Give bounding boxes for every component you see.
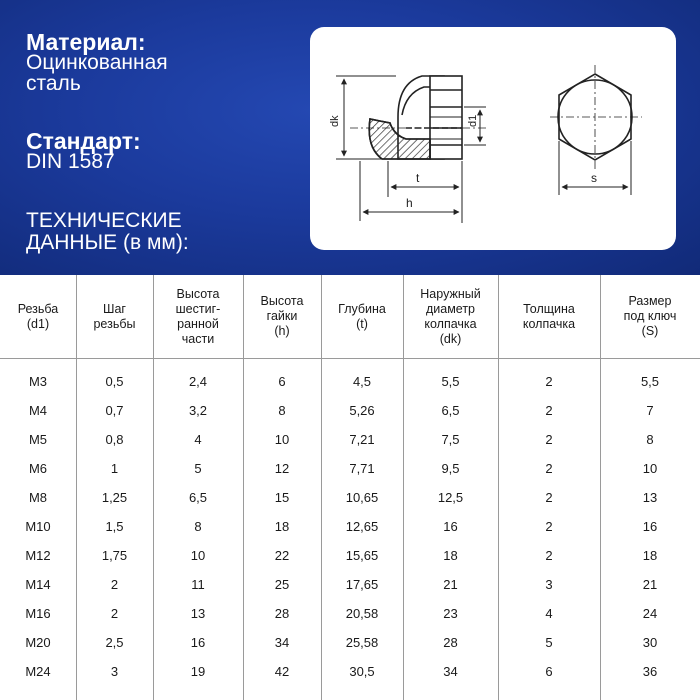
table-cell: 24 xyxy=(642,606,658,621)
header-divider xyxy=(0,358,700,359)
table-cell: 36 xyxy=(642,664,658,679)
table-cell: 4 xyxy=(545,606,553,621)
table-cell: 11 xyxy=(191,577,205,592)
table-cell: 2 xyxy=(545,432,553,447)
table-cell: 7 xyxy=(646,403,654,418)
table-cell: 22 xyxy=(274,548,290,563)
table-cell: 10,65 xyxy=(345,490,379,505)
technical-drawing xyxy=(310,27,676,250)
table-cell: 8 xyxy=(278,403,286,418)
table-cell: 34 xyxy=(274,635,290,650)
table-cell: M24 xyxy=(25,664,51,679)
table-cell: 2 xyxy=(545,490,553,505)
table-cell: 20,58 xyxy=(345,606,379,621)
spec-table xyxy=(0,275,700,700)
table-cell: 7,71 xyxy=(349,461,375,476)
header-wrench-size: Размер под ключ (S) xyxy=(623,294,677,338)
table-cell: 34 xyxy=(443,664,458,679)
table-cell: 0,5 xyxy=(105,374,124,389)
table-cell: 18 xyxy=(443,548,458,563)
table-cell: 6 xyxy=(278,374,286,389)
table-cell: 3,2 xyxy=(188,403,208,418)
table-cell: 2 xyxy=(545,548,553,563)
table-cell: M8 xyxy=(28,490,48,505)
table-cell: 4,5 xyxy=(352,374,372,389)
header-nut-height: Высота гайки (h) xyxy=(260,294,304,338)
table-cell: 2 xyxy=(110,577,119,592)
table-cell: 13 xyxy=(190,606,206,621)
table-cell: 6,5 xyxy=(441,403,460,418)
table-cell: 28 xyxy=(443,635,458,650)
table-cell: M5 xyxy=(28,432,48,447)
header-hex-height: Высота шестиг- ранной части xyxy=(175,286,221,346)
table-cell: 15 xyxy=(274,490,290,505)
side-view xyxy=(369,76,462,159)
table-cell: 21 xyxy=(443,577,458,592)
standard-value: DIN 1587 xyxy=(26,150,115,173)
standard-label: Стандарт: xyxy=(26,128,141,154)
table-cell: 17,65 xyxy=(345,577,379,592)
t-dimension xyxy=(388,161,462,223)
table-cell: M12 xyxy=(25,548,51,563)
table-cell: M16 xyxy=(25,606,51,621)
table-cell: 0,7 xyxy=(105,403,124,418)
table-cell: 1,25 xyxy=(101,490,128,505)
table-cell: 18 xyxy=(274,519,290,534)
table-cell: 6,5 xyxy=(188,490,208,505)
table-cell: 2 xyxy=(110,606,119,621)
table-cell: M6 xyxy=(28,461,48,476)
table-cell: 12 xyxy=(274,461,290,476)
material-value-line1: Оцинкованная xyxy=(26,51,168,74)
table-cell: 10 xyxy=(642,461,658,476)
table-cell: 25 xyxy=(274,577,290,592)
table-cell: 16 xyxy=(443,519,458,534)
table-cell: M14 xyxy=(25,577,51,592)
t-label: t xyxy=(416,171,420,185)
cap-nut-drawing-svg xyxy=(310,27,676,250)
table-cell: 30 xyxy=(642,635,658,650)
header-pitch: Шаг резьбы xyxy=(93,301,136,331)
table-cell: 12,65 xyxy=(345,519,379,534)
table-cell: 1 xyxy=(110,461,119,476)
header-cap-thickness: Толщина колпачка xyxy=(522,301,576,331)
table-cell: 21 xyxy=(642,577,658,592)
table-cell: 2,4 xyxy=(188,374,208,389)
table-cell: M20 xyxy=(25,635,51,650)
table-cell: 2 xyxy=(545,519,553,534)
dk-label: dk xyxy=(329,115,341,127)
table-cell: 30,5 xyxy=(349,664,375,679)
header-panel xyxy=(0,0,700,275)
d1-label: d1 xyxy=(467,114,479,127)
table-cell: 2 xyxy=(545,374,553,389)
table-cell: 8 xyxy=(194,519,202,534)
s-label: s xyxy=(591,171,597,185)
tech-data-line1: ТЕХНИЧЕСКИЕ xyxy=(26,209,182,232)
header-depth: Глубина (t) xyxy=(338,301,386,331)
table-cell: 6 xyxy=(545,664,553,679)
table-cell: 5 xyxy=(545,635,553,650)
table-cell: 2 xyxy=(545,461,553,476)
table-cell: 42 xyxy=(274,664,290,679)
table-cell: 3 xyxy=(110,664,119,679)
table-cell: 1,75 xyxy=(101,548,128,563)
table-cell: 12,5 xyxy=(437,490,464,505)
table-cell: 23 xyxy=(443,606,458,621)
table-cell: 18 xyxy=(642,548,658,563)
material-label: Материал: xyxy=(26,29,146,55)
h-label: h xyxy=(406,196,413,210)
table-cell: M3 xyxy=(28,374,48,389)
table-cell: 7,5 xyxy=(441,432,460,447)
table-cell: 9,5 xyxy=(441,461,460,476)
material-value-line2: сталь xyxy=(26,72,81,95)
table-cell: 3 xyxy=(545,577,553,592)
table-cell: 16 xyxy=(642,519,658,534)
tech-data-line2: ДАННЫЕ (в мм): xyxy=(26,231,189,254)
table-cell: 25,58 xyxy=(345,635,379,650)
table-cell: 10 xyxy=(190,548,206,563)
table-cell: 10 xyxy=(274,432,290,447)
table-cell: 5,26 xyxy=(349,403,375,418)
table-cell: 15,65 xyxy=(345,548,379,563)
table-cell: 2,5 xyxy=(105,635,124,650)
table-cell: 16 xyxy=(190,635,206,650)
header-outer-diameter: Наружный диаметр колпачка (dk) xyxy=(420,286,481,346)
table-cell: 4 xyxy=(194,432,202,447)
table-cell: 1,5 xyxy=(105,519,124,534)
table-cell: M10 xyxy=(25,519,51,534)
table-cell: 5,5 xyxy=(640,374,660,389)
table-cell: 5 xyxy=(194,461,202,476)
table-cell: 5,5 xyxy=(441,374,460,389)
table-cell: 19 xyxy=(190,664,206,679)
table-cell: 28 xyxy=(274,606,290,621)
table-cell: 0,8 xyxy=(105,432,124,447)
table-cell: M4 xyxy=(28,403,48,418)
table-cell: 2 xyxy=(545,403,553,418)
header-thread: Резьба (d1) xyxy=(17,301,59,331)
table-cell: 13 xyxy=(642,490,658,505)
table-cell: 8 xyxy=(646,432,654,447)
h-dimension xyxy=(360,161,459,221)
table-cell: 7,21 xyxy=(349,432,375,447)
